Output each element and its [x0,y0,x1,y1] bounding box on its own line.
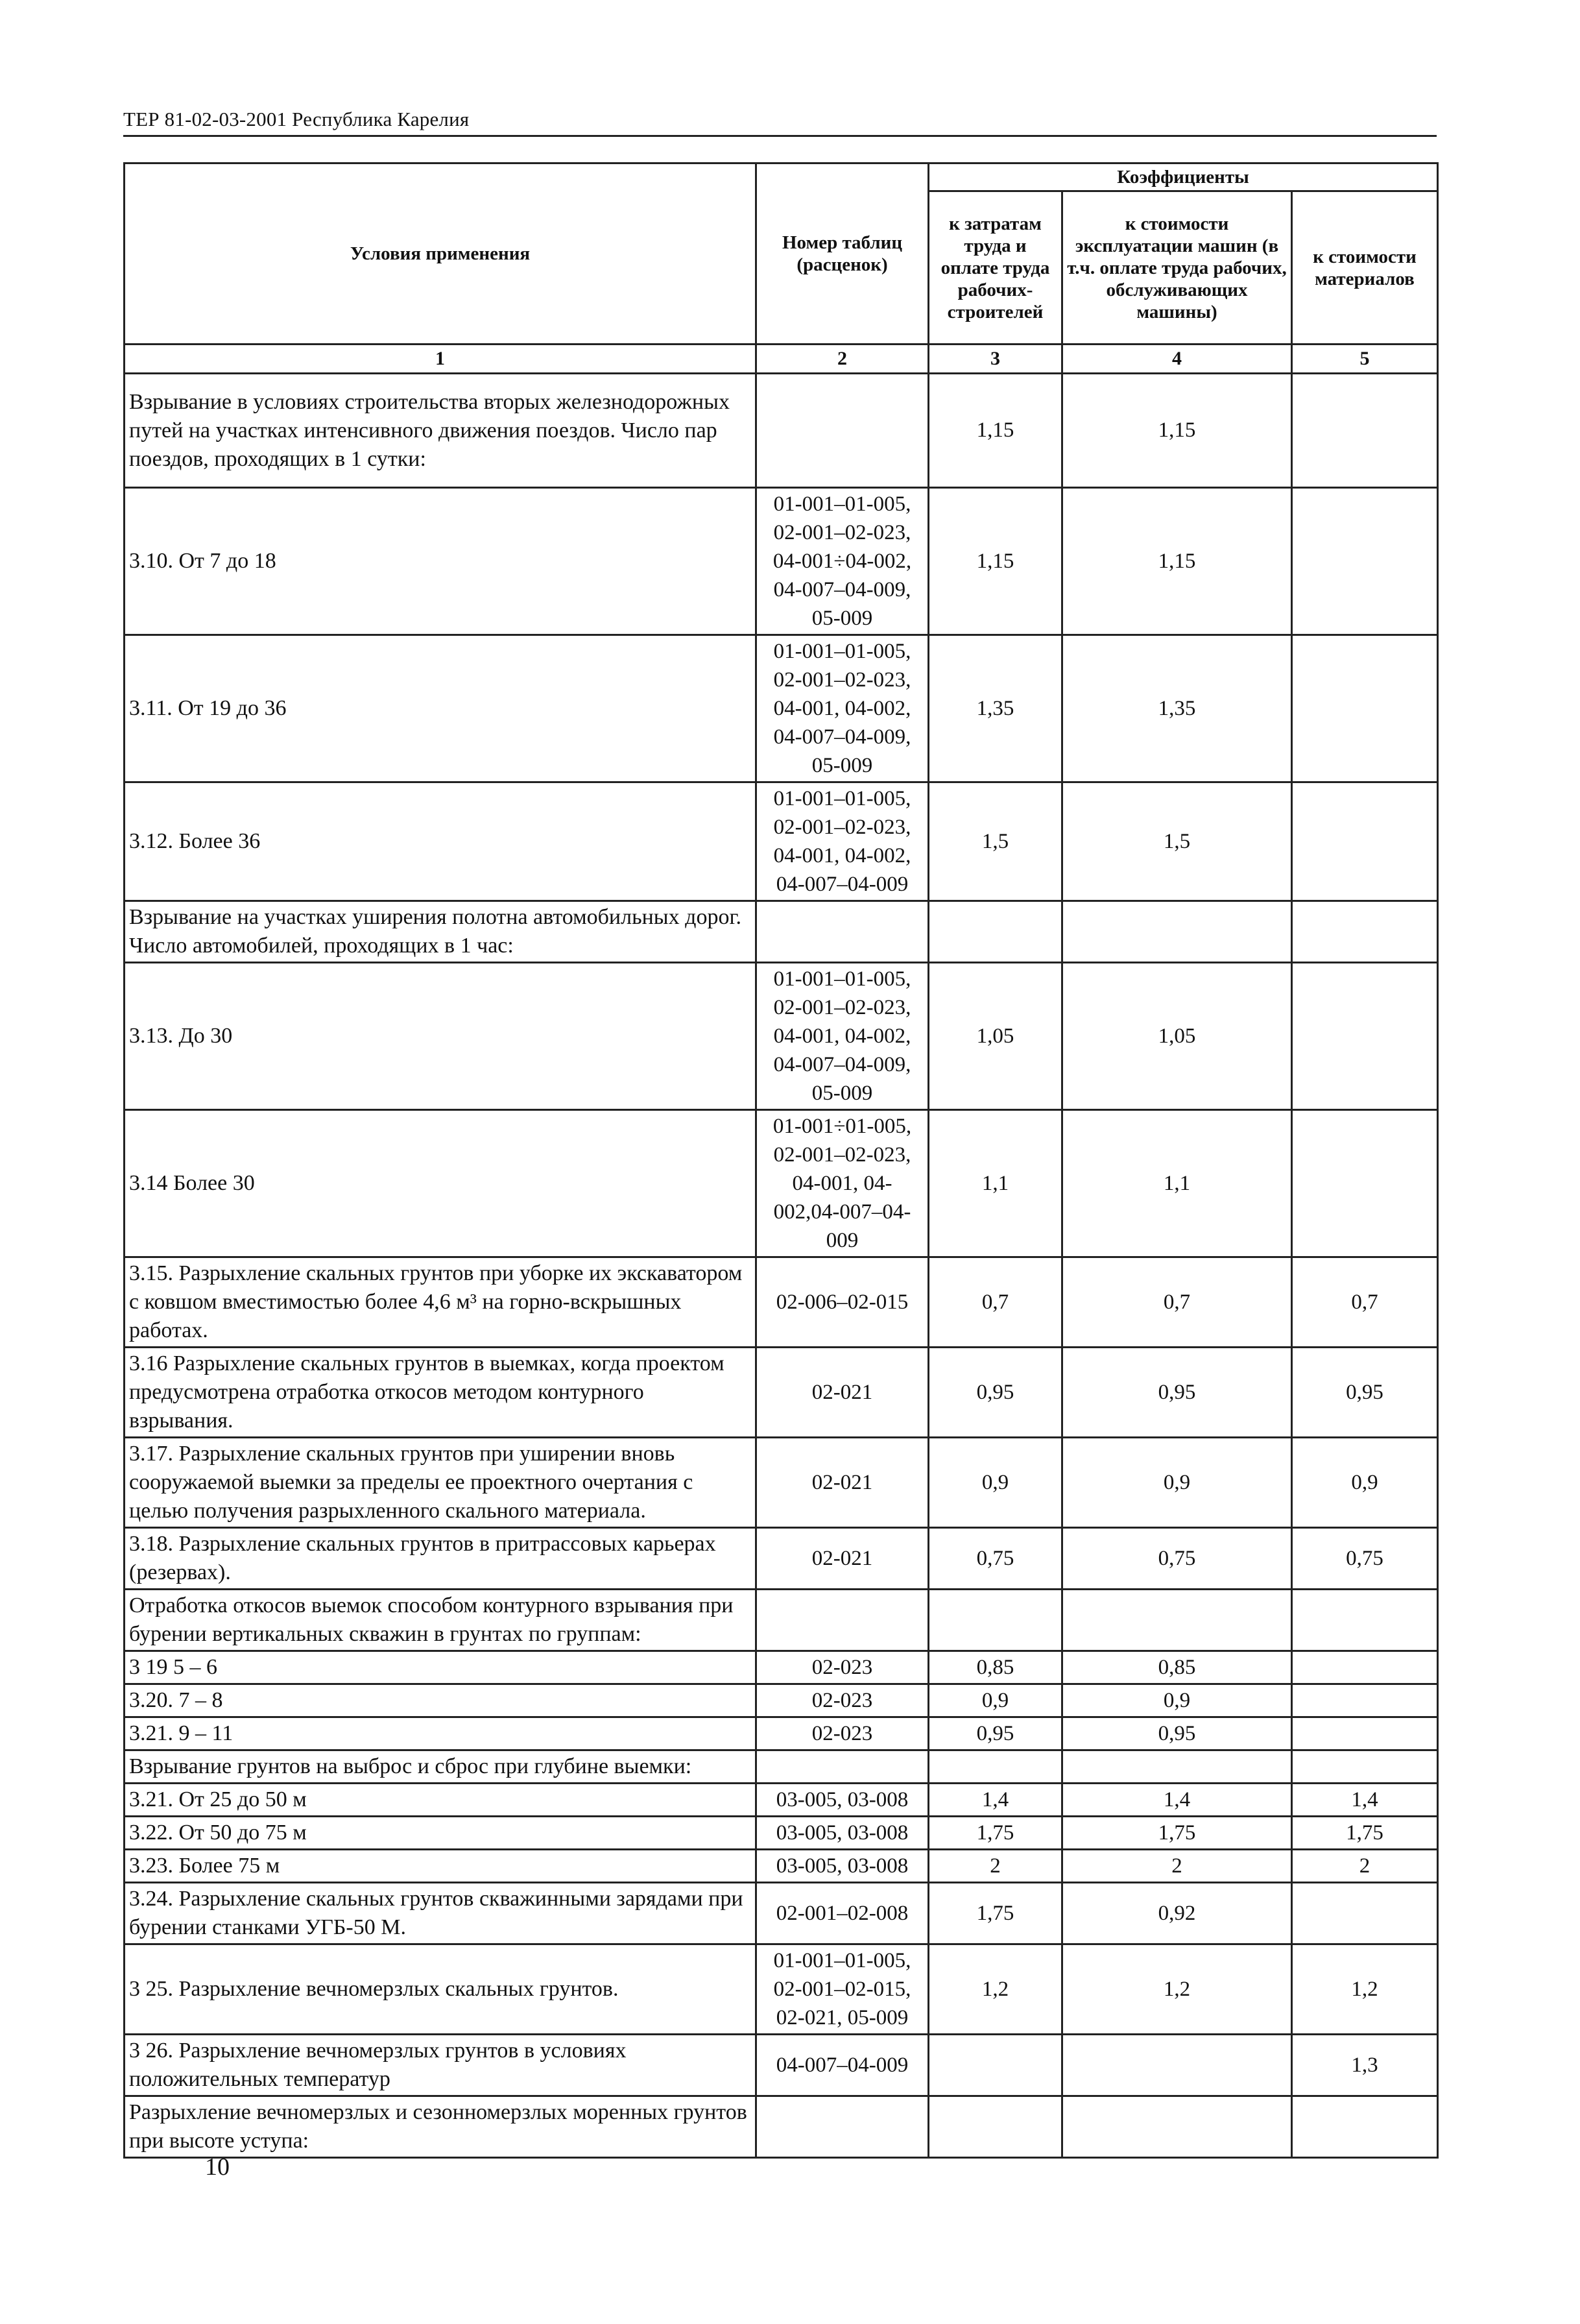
table-number-cell [756,1590,929,1651]
table-row [125,635,1438,782]
table-number-cell: 02-021 [756,1528,929,1590]
labor-coef-cell: 1,15 [929,374,1062,488]
machine-coef-cell [1062,1590,1292,1651]
header-rule [123,135,1437,137]
machine-coef-cell: 0,95 [1062,1717,1292,1750]
table-row [125,1850,1438,1883]
column-number: 4 [1062,345,1292,374]
machine-coef-cell: 0,85 [1062,1651,1292,1684]
condition-cell: 3 19 5 – 6 [125,1651,756,1684]
machine-coef-cell: 0,9 [1062,1438,1292,1528]
labor-coef-cell: 1,05 [929,963,1062,1110]
table-number-cell [756,1750,929,1784]
table-number-cell: 02-021 [756,1348,929,1438]
table-number-cell [756,374,929,488]
table-row [125,1590,1438,1651]
table-number-cell: 01-001–01-005, 02-001–02-023, 04-001, 04-002, 04-007–04-009, 05-009 [756,963,929,1110]
material-coef-cell [1292,488,1438,635]
header-conditions: Условия применения [125,163,756,345]
condition-cell: Разрыхление вечномерзлых и сезонномерзлых моренных грунтов при высоте уступа: [125,2096,756,2158]
table-row [125,2096,1438,2158]
condition-cell: 3.21. 9 – 11 [125,1717,756,1750]
labor-coef-cell: 0,9 [929,1684,1062,1717]
condition-cell: Отработка откосов выемок способом контурного взрывания при бурении вертикальных скважин в грунтах по группам: [125,1590,756,1651]
material-coef-cell: 0,95 [1292,1348,1438,1438]
table-number-cell: 03-005, 03-008 [756,1850,929,1883]
material-coef-cell: 1,75 [1292,1817,1438,1850]
header-table-number: Номер таблиц (расценок) [756,163,929,345]
column-number: 1 [125,345,756,374]
condition-cell: 3.15. Разрыхление скальных грунтов при уборке их экскаватором с ковшом вместимостью более 4,6 м³ на горно-вскрышных работах. [125,1257,756,1348]
machine-coef-cell [1062,2035,1292,2096]
machine-coef-cell: 1,75 [1062,1817,1292,1850]
table-row [125,1348,1438,1438]
material-coef-cell [1292,1110,1438,1257]
condition-cell: 3.21. От 25 до 50 м [125,1784,756,1817]
table-number-cell: 02-023 [756,1717,929,1750]
condition-cell: 3.18. Разрыхление скальных грунтов в притрассовых карьерах (резервах). [125,1528,756,1590]
condition-cell: 3.17. Разрыхление скальных грунтов при уширении вновь сооружаемой выемки за пределы ее проектного очертания с целью получения разрыхленного скального материала. [125,1438,756,1528]
labor-coef-cell: 1,15 [929,488,1062,635]
condition-cell: 3.23. Более 75 м [125,1850,756,1883]
material-coef-cell [1292,1883,1438,1944]
labor-coef-cell [929,1750,1062,1784]
table-row [125,488,1438,635]
material-coef-cell: 0,7 [1292,1257,1438,1348]
table-row [125,901,1438,963]
labor-coef-cell: 0,85 [929,1651,1062,1684]
machine-coef-cell: 1,2 [1062,1944,1292,2035]
material-coef-cell: 1,4 [1292,1784,1438,1817]
material-coef-cell: 0,75 [1292,1528,1438,1590]
condition-cell: 3.20. 7 – 8 [125,1684,756,1717]
material-coef-cell: 0,9 [1292,1438,1438,1528]
labor-coef-cell: 1,1 [929,1110,1062,1257]
condition-cell: 3 26. Разрыхление вечномерзлых грунтов в условиях положительных температур [125,2035,756,2096]
labor-coef-cell: 0,95 [929,1717,1062,1750]
machine-coef-cell: 1,4 [1062,1784,1292,1817]
table-row [125,2035,1438,2096]
labor-coef-cell [929,2035,1062,2096]
machine-coef-cell: 1,15 [1062,374,1292,488]
material-coef-cell [1292,1750,1438,1784]
header-materials: к стоимости материалов [1292,191,1438,345]
table-row [125,1684,1438,1717]
material-coef-cell [1292,963,1438,1110]
condition-cell: 3.10. От 7 до 18 [125,488,756,635]
column-number: 5 [1292,345,1438,374]
labor-coef-cell: 1,5 [929,782,1062,901]
table-row [125,374,1438,488]
table-number-cell: 03-005, 03-008 [756,1817,929,1850]
column-number: 3 [929,345,1062,374]
header-coefficients: Коэффициенты [929,163,1438,191]
labor-coef-cell: 1,4 [929,1784,1062,1817]
condition-cell: 3.22. От 50 до 75 м [125,1817,756,1850]
material-coef-cell [1292,374,1438,488]
material-coef-cell [1292,1651,1438,1684]
header-machines: к стоимости эксплуатации машин (в т.ч. оплате труда рабочих, обслуживающих машины) [1062,191,1292,345]
table-row [125,1817,1438,1850]
material-coef-cell [1292,635,1438,782]
labor-coef-cell: 1,2 [929,1944,1062,2035]
table-number-cell: 04-007–04-009 [756,2035,929,2096]
machine-coef-cell: 1,35 [1062,635,1292,782]
table-row [125,963,1438,1110]
table-number-cell: 01-001–01-005, 02-001–02-023, 04-001, 04-002, 04-007–04-009 [756,782,929,901]
table-number-cell: 03-005, 03-008 [756,1784,929,1817]
condition-cell: 3 25. Разрыхление вечномерзлых скальных грунтов. [125,1944,756,2035]
labor-coef-cell: 0,9 [929,1438,1062,1528]
table-number-cell [756,901,929,963]
page-header: ТЕР 81-02-03-2001 Республика Карелия [123,108,470,130]
labor-coef-cell: 0,95 [929,1348,1062,1438]
labor-coef-cell: 1,35 [929,635,1062,782]
header-labor: к затратам труда и оплате труда рабочих-строителей [929,191,1062,345]
condition-cell: 3.12. Более 36 [125,782,756,901]
condition-cell: 3.13. До 30 [125,963,756,1110]
table-number-cell: 01-001–01-005, 02-001–02-023, 04-001, 04-002, 04-007–04-009, 05-009 [756,635,929,782]
table-row [125,1750,1438,1784]
machine-coef-cell: 1,1 [1062,1110,1292,1257]
table-row [125,1883,1438,1944]
table-number-cell: 02-023 [756,1651,929,1684]
material-coef-cell [1292,782,1438,901]
labor-coef-cell: 0,75 [929,1528,1062,1590]
machine-coef-cell: 0,95 [1062,1348,1292,1438]
machine-coef-cell [1062,2096,1292,2158]
material-coef-cell: 1,2 [1292,1944,1438,2035]
labor-coef-cell [929,901,1062,963]
machine-coef-cell: 0,92 [1062,1883,1292,1944]
labor-coef-cell: 1,75 [929,1883,1062,1944]
coefficients-table [123,162,1439,2159]
condition-cell: Взрывание в условиях строительства вторых железнодорожных путей на участках интенсивного движения поездов. Число пар поездов, проходящих в 1 сутки: [125,374,756,488]
condition-cell: 3.16 Разрыхление скальных грунтов в выемках, когда проектом предусмотрена отработка откосов методом контурного взрывания. [125,1348,756,1438]
material-coef-cell: 2 [1292,1850,1438,1883]
machine-coef-cell [1062,901,1292,963]
table-number-cell: 02-001–02-008 [756,1883,929,1944]
machine-coef-cell: 0,7 [1062,1257,1292,1348]
condition-cell: 3.14 Более 30 [125,1110,756,1257]
material-coef-cell [1292,1684,1438,1717]
table-number-cell: 01-001÷01-005, 02-001–02-023, 04-001, 04-002,04-007–04-009 [756,1110,929,1257]
table-row [125,1257,1438,1348]
machine-coef-cell: 2 [1062,1850,1292,1883]
material-coef-cell [1292,2096,1438,2158]
table-row [125,1438,1438,1528]
machine-coef-cell: 0,9 [1062,1684,1292,1717]
table-row [125,782,1438,901]
machine-coef-cell: 1,15 [1062,488,1292,635]
condition-cell: Взрывание на участках уширения полотна автомобильных дорог. Число автомобилей, проходящих в 1 час: [125,901,756,963]
table-number-cell: 02-021 [756,1438,929,1528]
condition-cell: 3.24. Разрыхление скальных грунтов скважинными зарядами при бурении станками УГБ-50 М. [125,1883,756,1944]
machine-coef-cell [1062,1750,1292,1784]
labor-coef-cell [929,1590,1062,1651]
table-row [125,1784,1438,1817]
table-number-cell: 02-023 [756,1684,929,1717]
machine-coef-cell: 1,5 [1062,782,1292,901]
material-coef-cell: 1,3 [1292,2035,1438,2096]
labor-coef-cell: 0,7 [929,1257,1062,1348]
material-coef-cell [1292,901,1438,963]
table-number-cell [756,2096,929,2158]
table-number-cell: 02-006–02-015 [756,1257,929,1348]
table-row [125,1528,1438,1590]
machine-coef-cell: 1,05 [1062,963,1292,1110]
condition-cell: 3.11. От 19 до 36 [125,635,756,782]
labor-coef-cell [929,2096,1062,2158]
labor-coef-cell: 1,75 [929,1817,1062,1850]
table-row [125,1651,1438,1684]
material-coef-cell [1292,1717,1438,1750]
table-number-cell: 01-001–01-005, 02-001–02-015, 02-021, 05-009 [756,1944,929,2035]
page-number: 10 [205,2153,230,2181]
column-number: 2 [756,345,929,374]
table-row [125,1944,1438,2035]
table-number-cell: 01-001–01-005, 02-001–02-023, 04-001÷04-002, 04-007–04-009, 05-009 [756,488,929,635]
condition-cell: Взрывание грунтов на выброс и сброс при глубине выемки: [125,1750,756,1784]
labor-coef-cell: 2 [929,1850,1062,1883]
material-coef-cell [1292,1590,1438,1651]
table-row [125,1110,1438,1257]
table-row [125,1717,1438,1750]
column-number-row [125,345,1438,374]
machine-coef-cell: 0,75 [1062,1528,1292,1590]
